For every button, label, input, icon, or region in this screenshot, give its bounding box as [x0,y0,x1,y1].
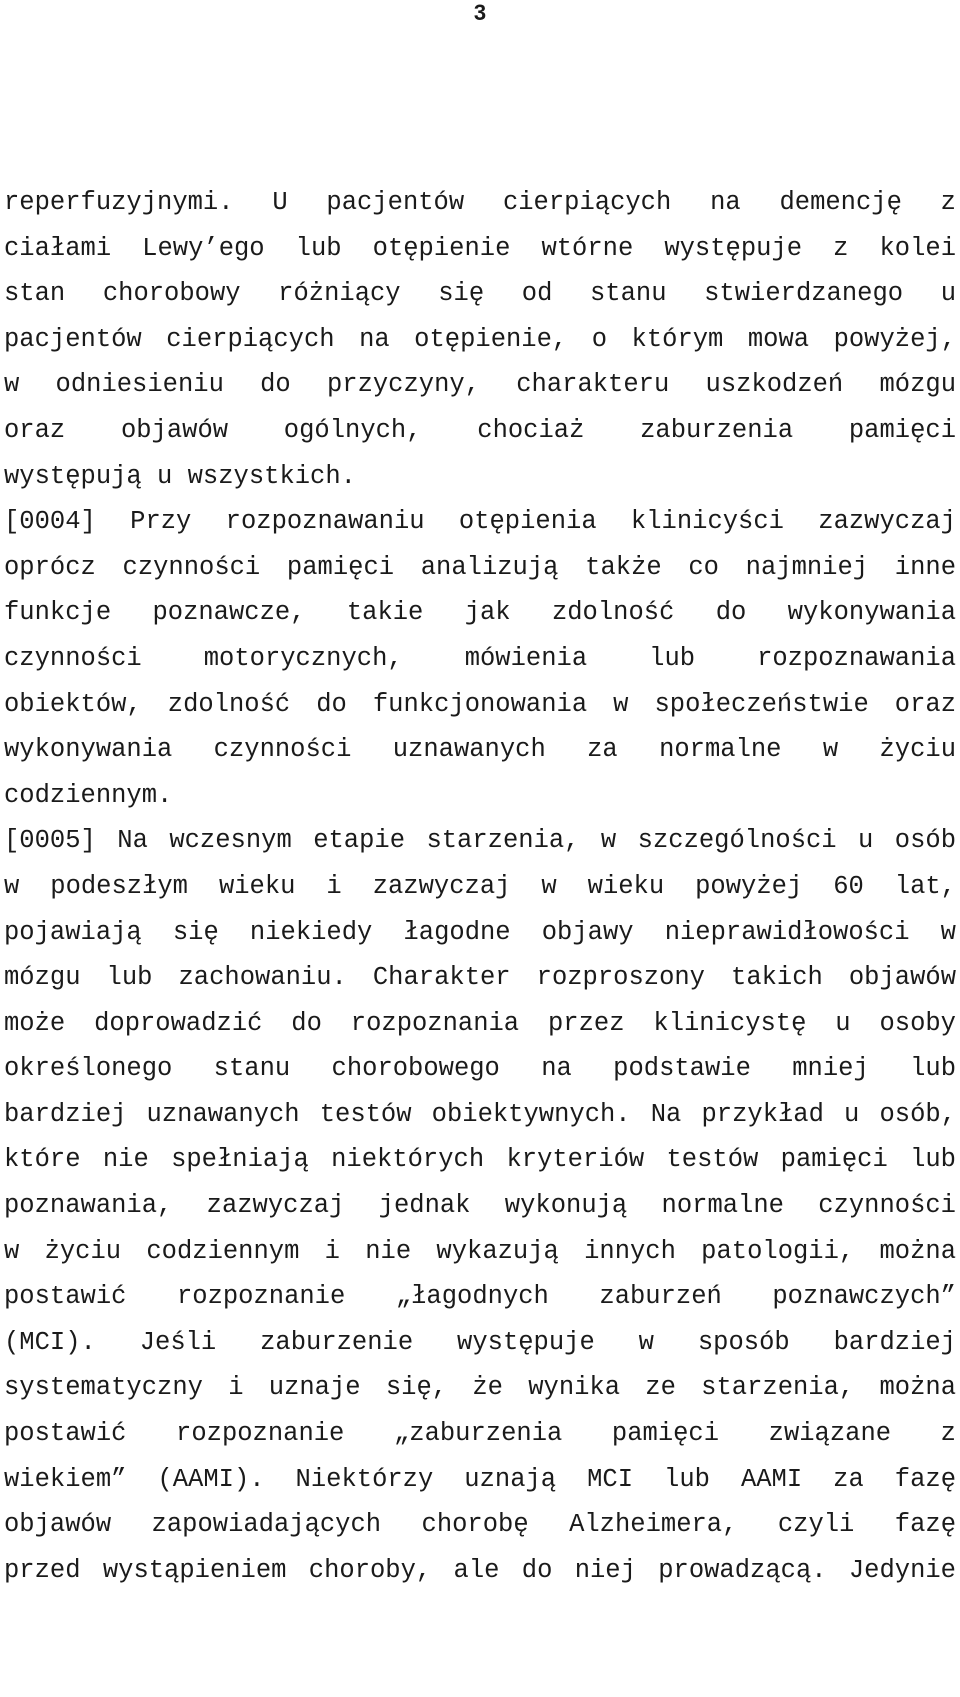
text-line: systematyczny i uznaje się, że wynika ze starzenia, można [4,1373,956,1403]
text-line: ciałami Lewy’ego lub otępienie wtórne występuje z kolei [4,233,956,263]
text-line: poznawania, zazwyczaj jednak wykonują normalne czynności [4,1191,956,1221]
paragraph-first-line [4,499,956,545]
text-line: reperfuzyjnymi. U pacjentów cierpiących na demencję z [4,188,956,217]
paragraph-first-line [4,818,956,864]
text-line: w odniesieniu do przyczyny, charakteru uszkodzeń mózgu [4,370,956,400]
text-line: pacjentów cierpiących na otępienie, o którym mowa powyżej, [4,324,956,354]
text-line: funkcje poznawcze, takie jak zdolność do wykonywania [4,598,956,628]
text-line: postawić rozpoznanie „łagodnych zaburzeń poznawczych” [4,1282,956,1312]
text-line: mózgu lub zachowaniu. Charakter rozproszony takich objawów [4,963,956,993]
text-line: (MCI). Jeśli zaburzenie występuje w sposób bardziej [4,1327,956,1357]
text-line: określonego stanu chorobowego na podstawie mniej lub [4,1054,956,1084]
text-line: w podeszłym wieku i zazwyczaj w wieku powyżej 60 lat, [4,871,956,901]
text-line: stan chorobowy różniący się od stanu stwierdzanego u [4,279,956,309]
text-line: objawów zapowiadających chorobę Alzheimera, czyli fazę [4,1510,956,1540]
paragraph-continuation [4,180,956,499]
paragraph-0004 [4,499,956,818]
text-line: postawić rozpoznanie „zaburzenia pamięci związane z [4,1419,956,1449]
text-line: obiektów, zdolność do funkcjonowania w społeczeństwie oraz [4,689,956,719]
text-line: przed wystąpieniem choroby, ale do niej prowadzącą. Jedynie [4,1555,956,1585]
text-line: czynności motorycznych, mówienia lub rozpoznawania [4,643,956,673]
text-line: bardziej uznawanych testów obiektywnych. Na przykład u osób, [4,1099,956,1129]
paragraph-number: [0005] [4,826,96,856]
text-line: oraz objawów ogólnych, chociaż zaburzenia pamięci [4,415,956,445]
text-line: pojawiają się niekiedy łagodne objawy nieprawidłowości w [4,917,956,947]
text-line: które nie spełniają niektórych kryteriów testów pamięci lub [4,1145,956,1175]
paragraph-number: [0004] [4,507,96,537]
text-line: oprócz czynności pamięci analizują także co najmniej inne [4,552,956,582]
text-line: wiekiem” (AAMI). Niektórzy uznają MCI lub AAMI za fazę [4,1464,956,1494]
text-line: wykonywania czynności uznawanych za normalne w życiu [4,735,956,765]
text-span: Przy rozpoznawaniu otępienia klinicyści zazwyczaj [130,507,956,537]
text-line: codziennym. [4,780,173,810]
text-line: w życiu codziennym i nie wykazują innych patologii, można [4,1236,956,1266]
page-number: 3 [473,0,487,25]
text-line: może doprowadzić do rozpoznania przez klinicystę u osoby [4,1008,956,1038]
text-line: występują u wszystkich. [4,461,356,491]
paragraph-0005 [4,818,956,1593]
document-body [4,180,956,1593]
text-span: Na wczesnym etapie starzenia, w szczególności u osób [117,826,956,856]
